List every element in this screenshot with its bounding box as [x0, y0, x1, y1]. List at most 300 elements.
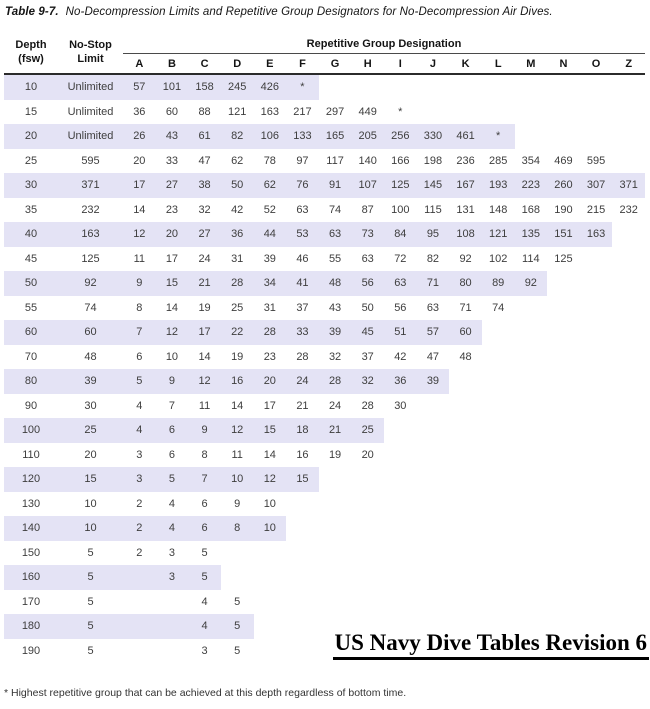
group-cell-z — [612, 100, 645, 125]
no-stop-limit-cell: 5 — [58, 614, 123, 639]
group-cell-g: 48 — [319, 271, 352, 296]
group-cell-d: 28 — [221, 271, 254, 296]
group-cell-h: 20 — [361, 448, 374, 461]
group-cell-m: 223 — [515, 173, 548, 198]
group-cell-n — [547, 418, 580, 443]
group-cell-e — [254, 590, 287, 615]
group-cell-l — [482, 345, 515, 370]
group-cell-o — [580, 271, 613, 296]
group-cell-d: 9 — [234, 497, 241, 510]
no-stop-limit-cell: 5 — [87, 595, 94, 608]
group-cell-e — [254, 541, 287, 566]
group-cell-e: 14 — [263, 448, 276, 461]
group-cell-m: 114 — [522, 252, 540, 265]
group-cell-c: 47 — [198, 154, 211, 167]
group-cell-e: 15 — [254, 418, 287, 443]
no-stop-limit-cell: 10 — [58, 516, 123, 541]
group-column-header-e: E — [254, 54, 287, 75]
group-cell-a — [123, 590, 156, 615]
group-cell-a — [123, 565, 156, 590]
group-cell-c: 21 — [188, 271, 221, 296]
depth-cell: 120 — [4, 467, 58, 492]
group-cell-o — [580, 100, 613, 125]
no-stop-limit-cell: 5 — [58, 565, 123, 590]
table-row-depth-30 — [4, 173, 645, 198]
group-column-header-i: I — [384, 54, 417, 75]
group-cell-h: 25 — [351, 418, 384, 443]
group-cell-i — [384, 516, 417, 541]
group-cell-a: 2 — [123, 516, 156, 541]
group-cell-g — [319, 590, 352, 615]
group-cell-z — [612, 124, 645, 149]
depth-cell: 70 — [24, 350, 38, 363]
group-cell-j: 71 — [417, 271, 450, 296]
depth-cell: 90 — [24, 399, 38, 412]
group-cell-k: 71 — [459, 301, 472, 314]
table-row-depth-110 — [4, 443, 645, 468]
group-cell-b: 27 — [156, 173, 189, 198]
limit-header-line1: No-Stop — [69, 38, 112, 51]
group-cell-i: 256 — [384, 124, 417, 149]
no-stop-limit-cell: 48 — [84, 350, 97, 363]
group-cell-l — [482, 467, 515, 492]
repetitive-group-designation-header: Repetitive Group Designation — [123, 31, 645, 54]
group-cell-e: 23 — [263, 350, 276, 363]
dive-table — [4, 31, 645, 663]
group-cell-g: 24 — [328, 399, 342, 412]
depth-cell: 20 — [4, 124, 58, 149]
group-cell-h: 50 — [361, 301, 374, 314]
group-cell-n — [547, 492, 580, 517]
no-stop-limit-cell: 10 — [84, 497, 97, 510]
group-cell-j — [417, 565, 450, 590]
group-cell-h: 449 — [358, 105, 377, 118]
group-cell-a: 4 — [136, 399, 143, 412]
group-cell-l — [482, 74, 515, 100]
group-cell-a: 57 — [123, 74, 156, 100]
no-stop-limit-cell: 232 — [81, 203, 100, 216]
group-cell-i — [384, 418, 417, 443]
group-cell-z — [612, 492, 645, 517]
group-cell-k: 131 — [456, 203, 475, 216]
group-cell-m — [515, 296, 548, 321]
group-cell-m — [515, 492, 548, 517]
group-cell-f — [286, 492, 319, 517]
group-cell-e: 426 — [254, 74, 287, 100]
group-cell-e: 20 — [254, 369, 287, 394]
group-cell-g: 63 — [319, 222, 352, 247]
group-cell-z: 232 — [619, 203, 638, 216]
no-stop-limit-cell: 74 — [84, 301, 97, 314]
group-cell-h — [351, 565, 384, 590]
group-cell-e: 12 — [254, 467, 287, 492]
depth-cell: 55 — [24, 301, 38, 314]
group-cell-i — [384, 590, 417, 615]
group-cell-m — [515, 565, 548, 590]
group-cell-a: 12 — [123, 222, 156, 247]
depth-cell: 190 — [21, 644, 41, 657]
group-cell-d: 8 — [221, 516, 254, 541]
group-cell-n — [547, 565, 580, 590]
group-cell-j — [417, 74, 450, 100]
group-cell-z — [612, 541, 645, 566]
group-cell-f — [286, 516, 319, 541]
no-stop-limit-cell: 92 — [58, 271, 123, 296]
group-cell-d: 19 — [231, 350, 244, 363]
group-cell-o — [580, 394, 613, 419]
group-cell-e: 62 — [254, 173, 287, 198]
group-cell-d: 14 — [231, 399, 244, 412]
group-cell-n — [547, 369, 580, 394]
group-column-header-l: L — [482, 54, 515, 75]
group-cell-b: 7 — [168, 399, 175, 412]
group-cell-l — [482, 516, 515, 541]
group-cell-k — [449, 74, 482, 100]
group-cell-c: 9 — [188, 418, 221, 443]
group-cell-b: 43 — [156, 124, 189, 149]
group-cell-l — [482, 418, 515, 443]
depth-header-line1: Depth — [15, 38, 47, 51]
group-cell-j: 82 — [426, 252, 440, 265]
depth-cell: 40 — [4, 222, 58, 247]
group-cell-j: 95 — [417, 222, 450, 247]
group-column-header-c: C — [188, 54, 221, 75]
group-cell-h — [351, 492, 384, 517]
group-cell-o: 307 — [580, 173, 613, 198]
group-cell-l: * — [482, 124, 515, 149]
table-row-depth-170 — [4, 590, 645, 615]
group-cell-h: 56 — [351, 271, 384, 296]
group-cell-o: 163 — [580, 222, 613, 247]
no-stop-limit-cell: Unlimited — [67, 105, 114, 118]
group-cell-c: 6 — [188, 516, 221, 541]
group-cell-n: 260 — [547, 173, 580, 198]
group-cell-m — [515, 418, 548, 443]
depth-cell: 30 — [4, 173, 58, 198]
group-cell-i: 51 — [384, 320, 417, 345]
table-row-depth-160 — [4, 565, 645, 590]
group-cell-f: 76 — [286, 173, 319, 198]
depth-cell: 50 — [4, 271, 58, 296]
group-cell-a: 11 — [133, 252, 146, 265]
group-cell-e: 163 — [260, 105, 279, 118]
no-stop-limit-cell: 25 — [58, 418, 123, 443]
group-cell-d: 245 — [221, 74, 254, 100]
group-cell-e: 28 — [254, 320, 287, 345]
group-cell-g: 165 — [319, 124, 352, 149]
revision-annotation: US Navy Dive Tables Revision 6 — [333, 630, 649, 660]
depth-cell: 100 — [4, 418, 58, 443]
group-cell-n — [547, 394, 580, 419]
no-stop-limit-cell: 20 — [84, 448, 97, 461]
group-column-header-d: D — [221, 54, 254, 75]
group-cell-o — [580, 74, 613, 100]
no-stop-limit-cell: 5 — [87, 644, 94, 657]
group-cell-b: 60 — [165, 105, 179, 118]
group-cell-a: 26 — [123, 124, 156, 149]
table-row-depth-55 — [4, 296, 645, 321]
group-cell-o — [580, 565, 613, 590]
group-cell-h: 73 — [351, 222, 384, 247]
limit-header-line2: Limit — [77, 53, 104, 65]
group-cell-j — [417, 541, 450, 566]
table-row-depth-15 — [4, 100, 645, 125]
group-cell-n — [547, 345, 580, 370]
group-cell-a: 9 — [123, 271, 156, 296]
group-cell-z — [612, 149, 645, 174]
group-cell-f: 97 — [296, 154, 309, 167]
group-cell-j: 57 — [417, 320, 450, 345]
no-stop-limit-cell: 125 — [81, 252, 100, 265]
group-cell-o — [580, 124, 613, 149]
group-cell-k: 108 — [449, 222, 482, 247]
group-cell-z — [612, 565, 645, 590]
group-cell-g: 39 — [319, 320, 352, 345]
group-cell-b: 10 — [165, 350, 179, 363]
group-cell-j — [417, 492, 450, 517]
group-cell-n — [547, 124, 580, 149]
group-cell-z — [612, 467, 645, 492]
group-cell-h: 32 — [351, 369, 384, 394]
group-cell-k: 48 — [459, 350, 472, 363]
group-cell-b: 33 — [165, 154, 179, 167]
group-cell-h: 107 — [351, 173, 384, 198]
no-stop-limit-cell: 5 — [87, 546, 94, 559]
group-cell-e: 39 — [263, 252, 276, 265]
group-cell-z — [612, 590, 645, 615]
group-cell-m: 135 — [515, 222, 548, 247]
group-cell-k — [449, 394, 482, 419]
group-cell-n — [547, 516, 580, 541]
group-cell-n — [547, 443, 580, 468]
group-cell-d: 16 — [221, 369, 254, 394]
group-column-header-o: O — [580, 54, 613, 75]
group-cell-h — [351, 516, 384, 541]
group-cell-m — [515, 369, 548, 394]
group-cell-z — [612, 296, 645, 321]
group-cell-c: 24 — [198, 252, 211, 265]
group-cell-a: 3 — [123, 467, 156, 492]
group-cell-l: 193 — [482, 173, 515, 198]
group-cell-f: 46 — [296, 252, 309, 265]
group-cell-c: 11 — [198, 399, 211, 412]
group-cell-g: 32 — [328, 350, 342, 363]
group-cell-a: 8 — [136, 301, 143, 314]
group-cell-d: 25 — [231, 301, 244, 314]
group-cell-o — [580, 467, 613, 492]
group-column-header-b: B — [156, 54, 189, 75]
group-cell-h: 37 — [361, 350, 374, 363]
group-cell-l — [482, 394, 515, 419]
group-cell-h: 63 — [361, 252, 374, 265]
group-cell-a: 7 — [123, 320, 156, 345]
table-row-depth-120 — [4, 467, 645, 492]
table-row-depth-130 — [4, 492, 645, 517]
group-cell-c: 3 — [201, 644, 208, 657]
group-cell-k — [449, 100, 482, 125]
group-cell-h: 28 — [361, 399, 374, 412]
group-cell-k — [449, 565, 482, 590]
group-cell-o — [580, 516, 613, 541]
table-number: Table 9-7. — [5, 6, 59, 18]
group-cell-m — [515, 541, 548, 566]
group-cell-n — [547, 541, 580, 566]
group-column-header-k: K — [449, 54, 482, 75]
group-cell-d: 10 — [221, 467, 254, 492]
group-cell-m — [515, 394, 548, 419]
depth-cell: 25 — [24, 154, 38, 167]
group-cell-g: 28 — [319, 369, 352, 394]
group-cell-h — [351, 74, 384, 100]
group-cell-m — [515, 345, 548, 370]
group-cell-c: 8 — [201, 448, 208, 461]
group-cell-d: 5 — [234, 644, 241, 657]
group-cell-j: 330 — [417, 124, 450, 149]
group-column-header-a: A — [123, 54, 156, 75]
no-stop-limit-cell: Unlimited — [58, 124, 123, 149]
group-cell-i: * — [398, 105, 403, 118]
group-cell-h: 87 — [361, 203, 374, 216]
group-cell-e: 31 — [263, 301, 276, 314]
group-cell-c: 27 — [188, 222, 221, 247]
group-cell-c: 38 — [188, 173, 221, 198]
table-row-depth-45 — [4, 247, 645, 272]
group-cell-b: 14 — [165, 301, 179, 314]
table-row-depth-40 — [4, 222, 645, 247]
group-cell-k — [449, 443, 482, 468]
group-cell-g — [319, 516, 352, 541]
group-cell-n — [547, 100, 580, 125]
group-cell-d: 5 — [234, 595, 241, 608]
group-cell-k — [449, 541, 482, 566]
group-cell-o — [580, 247, 613, 272]
group-cell-f — [286, 565, 319, 590]
group-cell-g — [319, 74, 352, 100]
group-cell-g: 43 — [328, 301, 342, 314]
group-cell-f: 21 — [296, 399, 309, 412]
no-stop-limit-cell: 371 — [58, 173, 123, 198]
group-cell-d: 121 — [228, 105, 247, 118]
group-cell-b: 4 — [156, 516, 189, 541]
group-cell-z: 371 — [612, 173, 645, 198]
group-cell-b: 17 — [165, 252, 179, 265]
group-cell-m — [515, 320, 548, 345]
group-cell-j: 63 — [426, 301, 440, 314]
group-cell-g: 19 — [328, 448, 342, 461]
group-cell-k — [449, 418, 482, 443]
group-cell-k: 461 — [449, 124, 482, 149]
group-cell-b: 23 — [165, 203, 179, 216]
group-cell-d: 50 — [221, 173, 254, 198]
group-cell-m: 168 — [521, 203, 540, 216]
group-cell-i — [384, 443, 417, 468]
group-cell-n — [547, 271, 580, 296]
group-cell-h — [351, 467, 384, 492]
group-cell-e: 34 — [254, 271, 287, 296]
group-cell-f: 15 — [286, 467, 319, 492]
group-cell-a: 17 — [123, 173, 156, 198]
depth-cell: 15 — [24, 105, 38, 118]
group-cell-h: 205 — [351, 124, 384, 149]
group-cell-n — [547, 320, 580, 345]
depth-cell: 130 — [21, 497, 41, 510]
no-stop-limit-cell: 15 — [58, 467, 123, 492]
group-cell-j: 198 — [423, 154, 443, 167]
group-cell-a: 2 — [136, 497, 143, 510]
group-cell-z — [612, 418, 645, 443]
group-cell-f — [286, 590, 319, 615]
group-cell-l: 89 — [482, 271, 515, 296]
depth-cell: 45 — [24, 252, 38, 265]
group-cell-f: 133 — [286, 124, 319, 149]
group-cell-m: 92 — [515, 271, 548, 296]
group-cell-k — [449, 516, 482, 541]
group-cell-m — [515, 467, 548, 492]
group-cell-l: 148 — [489, 203, 508, 216]
group-column-header-g: G — [319, 54, 352, 75]
group-cell-d: 62 — [231, 154, 244, 167]
depth-cell: 170 — [21, 595, 41, 608]
group-cell-e: 52 — [263, 203, 276, 216]
group-cell-l: 285 — [489, 154, 508, 167]
group-cell-h: 45 — [351, 320, 384, 345]
group-cell-a: 14 — [133, 203, 146, 216]
depth-cell: 80 — [4, 369, 58, 394]
group-cell-m: 354 — [521, 154, 540, 167]
group-cell-z — [612, 394, 645, 419]
group-cell-h — [351, 590, 384, 615]
group-cell-g: 74 — [328, 203, 342, 216]
group-cell-l — [482, 565, 515, 590]
group-cell-f: 63 — [296, 203, 309, 216]
group-cell-o: 215 — [586, 203, 606, 216]
depth-cell: 150 — [21, 546, 41, 559]
group-cell-b: 15 — [156, 271, 189, 296]
group-cell-l — [482, 590, 515, 615]
group-cell-l — [482, 320, 515, 345]
no-stop-limit-cell: 39 — [58, 369, 123, 394]
group-cell-b: 9 — [156, 369, 189, 394]
group-cell-g — [319, 541, 352, 566]
group-column-header-j: J — [417, 54, 450, 75]
group-cell-j — [417, 100, 450, 125]
group-cell-i: 30 — [394, 399, 407, 412]
table-row-depth-20 — [4, 124, 645, 149]
table-body — [4, 74, 645, 663]
group-cell-b — [156, 639, 189, 664]
group-cell-f: 217 — [293, 105, 312, 118]
group-cell-z — [612, 443, 645, 468]
group-cell-o — [580, 443, 613, 468]
group-cell-m — [515, 590, 548, 615]
group-cell-l — [482, 492, 515, 517]
group-cell-b — [156, 614, 189, 639]
group-cell-e — [254, 639, 287, 664]
group-cell-b — [156, 590, 189, 615]
group-cell-n — [547, 74, 580, 100]
group-cell-n: 190 — [554, 203, 573, 216]
group-cell-f: 28 — [296, 350, 309, 363]
group-cell-n — [547, 590, 580, 615]
group-cell-l: 121 — [482, 222, 515, 247]
group-cell-z — [612, 516, 645, 541]
group-cell-i: 100 — [391, 203, 410, 216]
group-cell-z — [612, 247, 645, 272]
group-cell-d: 31 — [231, 252, 244, 265]
group-cell-f: 18 — [286, 418, 319, 443]
group-cell-z — [612, 271, 645, 296]
group-cell-e: 10 — [263, 497, 276, 510]
